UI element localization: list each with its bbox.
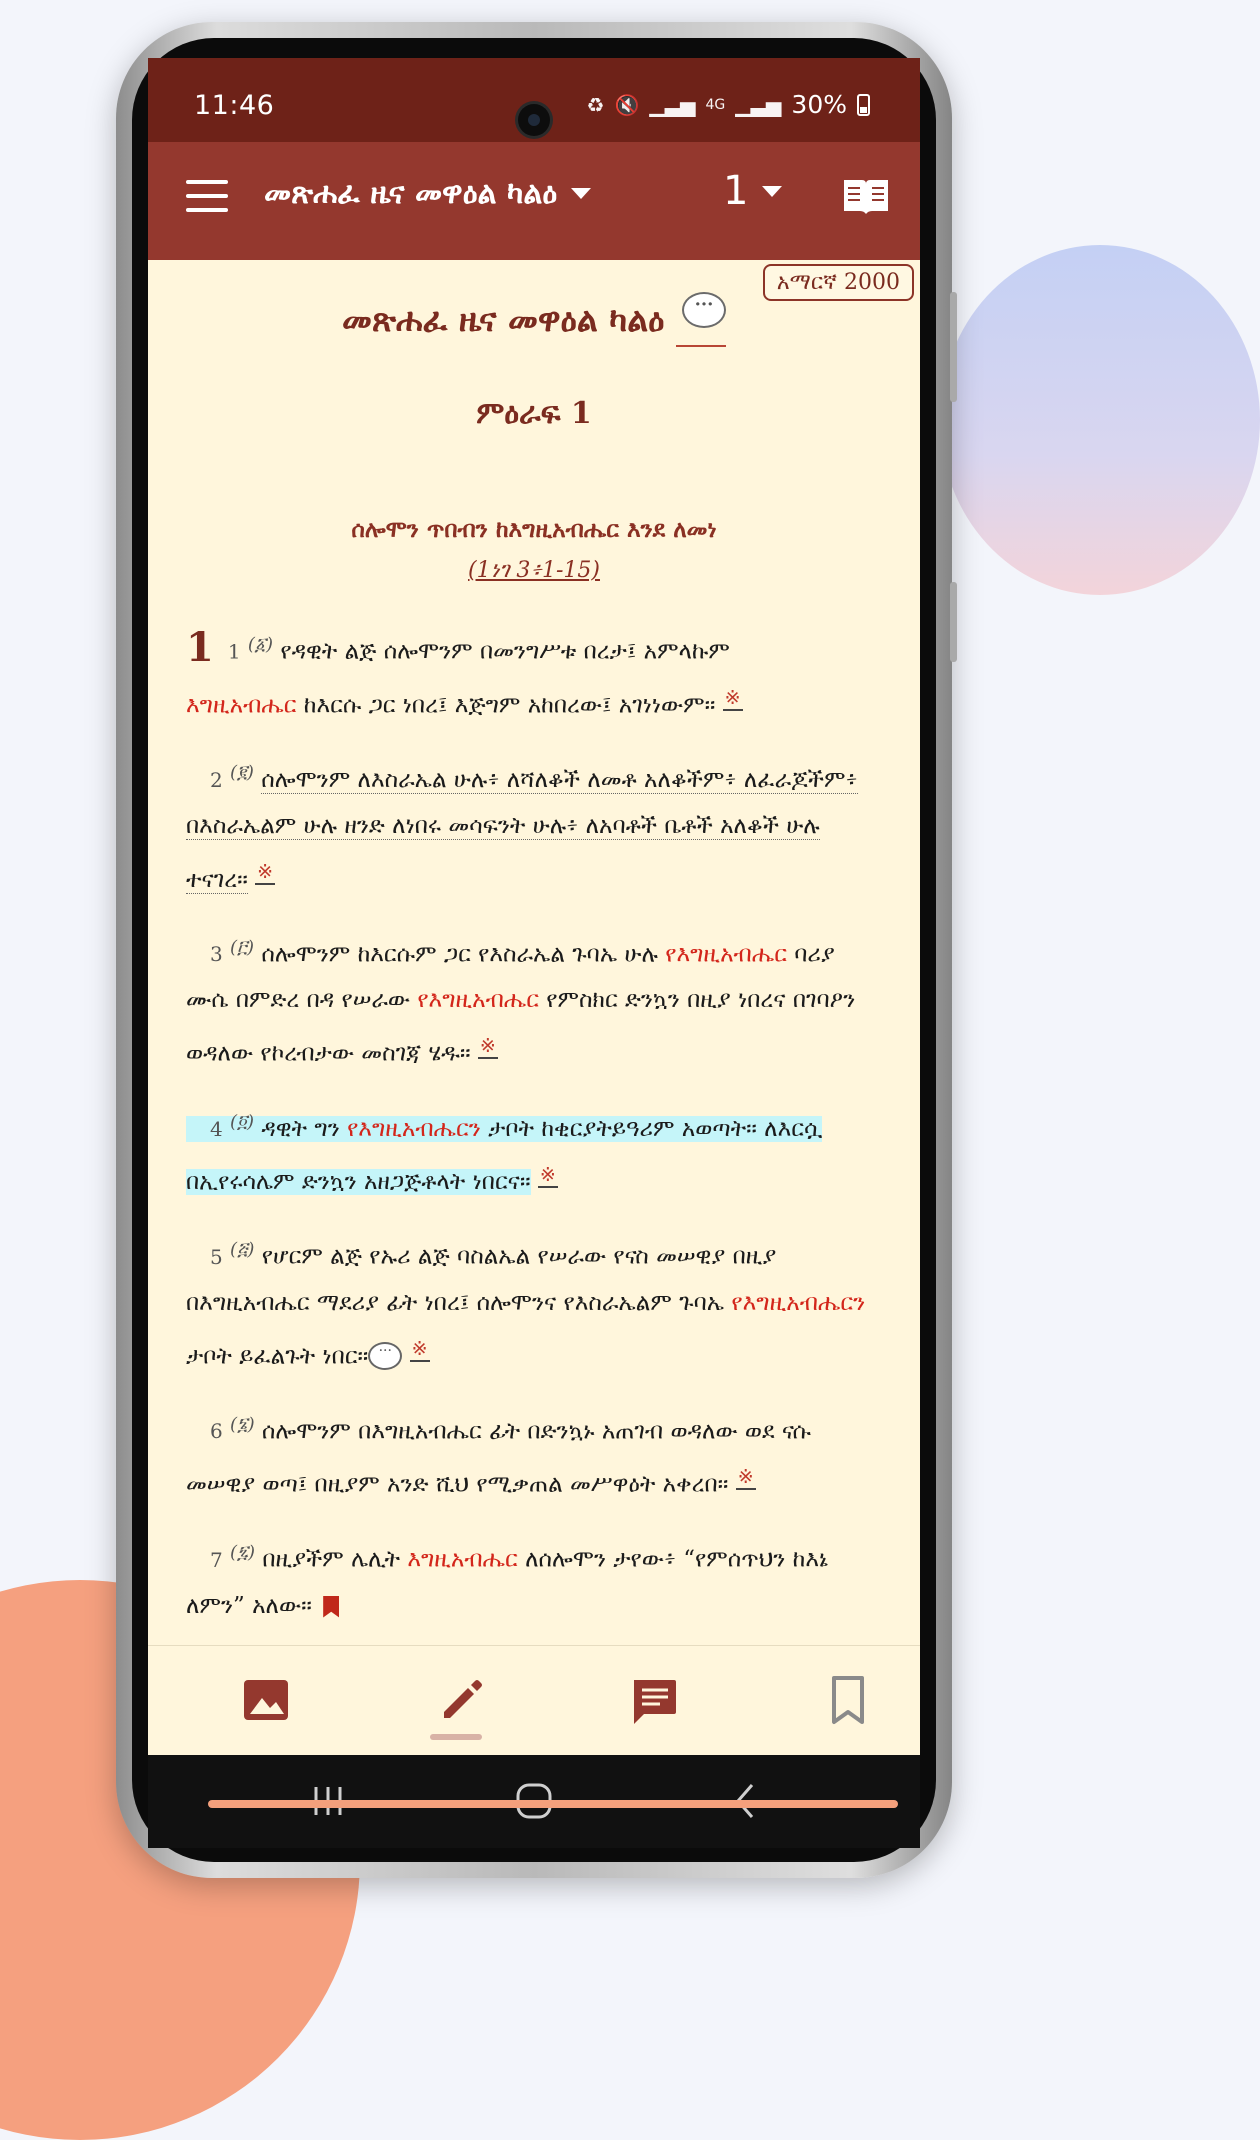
volume-button <box>950 292 957 402</box>
footnote-marker[interactable]: ※ <box>724 686 741 709</box>
battery-percent: 30% <box>791 90 847 119</box>
book-selector[interactable] <box>264 176 591 211</box>
status-bar <box>148 58 920 142</box>
verse-text: ዳዊት ግን <box>261 1115 348 1142</box>
verse-number: 2 <box>210 767 223 792</box>
bookmark-icon[interactable] <box>820 1672 876 1728</box>
verse-number: 1 <box>227 639 241 664</box>
edit-icon <box>434 1672 490 1728</box>
footnote-marker[interactable]: ※ <box>479 1035 496 1058</box>
status-time: 11:46 <box>194 90 275 121</box>
divine-name: የእግዚአብሔር <box>417 987 539 1014</box>
reading-pane[interactable] <box>148 260 920 1645</box>
recycle-icon: ♻ <box>586 92 605 117</box>
verse-3[interactable] <box>186 925 866 1077</box>
verse-text: ለሰሎሞን ታየው፥ “የምሰጥህን ከእኔ ለምን” አለው። <box>186 1546 829 1619</box>
phone-frame <box>116 22 952 1878</box>
signal-icon: ▁▃▅ <box>649 92 696 117</box>
footnote-marker[interactable]: ※ <box>411 1337 428 1360</box>
chevron-down-icon <box>762 186 782 197</box>
verse-geez-number: (፩) <box>247 634 274 655</box>
footnote-marker[interactable]: ※ <box>737 1466 754 1489</box>
open-book-icon[interactable] <box>842 176 890 216</box>
bottom-navigation <box>148 1645 920 1756</box>
verse-text: ሰሎሞንም ለእስራኤል ሁሉ፥ ለሻለቆች ለመቶ አለቆችም፥ ለፈራጆችም፥ በእስራኤልም ሁሉ ዘንድ ለነበሩ መሳፍንት ሁሉ፥ ለአባቶች ቤቶች አለቆች ሁሉ ተናገረ። <box>186 766 858 893</box>
comment-bubble-icon[interactable]: ··· <box>368 1342 402 1370</box>
verse-7[interactable] <box>186 1530 866 1629</box>
section-heading: ሰሎሞን ጥበብን ከእግዚአብሔር እንደ ለመነ <box>351 516 717 543</box>
verse-text: የሆርም ልጅ የኡሪ ልጅ ባስልኤል የሠራው የናስ መሠዊያ በዚያ በእግዚአብሔር ማደሪያ ፊት ነበረ፤ ሰሎሞንና የእስራኤልም ጉባኤ <box>186 1243 777 1316</box>
book-heading <box>148 294 920 340</box>
divine-name: የእግዚአብሔርን <box>731 1289 866 1316</box>
verse-4[interactable] <box>186 1099 866 1205</box>
background-blob-blue <box>940 245 1260 595</box>
app-bar <box>148 142 920 260</box>
menu-icon[interactable] <box>186 180 228 212</box>
footnote-marker[interactable]: ※ <box>257 860 274 883</box>
verse-number: 6 <box>210 1419 223 1444</box>
system-navigation-bar <box>148 1755 920 1848</box>
divine-name: የእግዚአብሔር <box>665 941 787 968</box>
book-selector-label: መጽሐፈ ዜና መዋዕል ካልዕ <box>264 176 558 211</box>
verse-text: በዚያችም ሌሊት <box>262 1546 408 1573</box>
verse-text: ታቦት ይፈልጉት ነበር። <box>186 1343 369 1370</box>
version-badge[interactable]: አማርኛ 2000 <box>763 264 914 301</box>
verse-geez-number: (፯) <box>230 1541 255 1563</box>
edit-tab[interactable] <box>434 1672 490 1728</box>
verse-geez-number: (፪) <box>230 762 254 784</box>
chevron-down-icon <box>571 188 591 199</box>
verse-text: ሰሎሞንም በእግዚአብሔር ፊት በድንኳኑ አጠገብ ወዳለው ወደ ናሱ መሠዊያ ወጣ፤ በዚያም አንድ ሺህ የሚቃጠል መሥዋዕት አቀረበ። <box>186 1418 811 1498</box>
verse-geez-number: (፫) <box>230 936 255 958</box>
verse-2[interactable] <box>186 750 866 902</box>
battery-icon <box>857 94 870 116</box>
verse-1[interactable] <box>186 622 866 728</box>
verse-text: ከእርሱ ጋር ነበረ፤ እጅግም አከበረው፤ አገነነውም። <box>296 692 716 719</box>
verse-geez-number: (፭) <box>230 1239 255 1261</box>
verse-number: 7 <box>210 1547 223 1572</box>
active-tab-indicator <box>430 1734 482 1740</box>
verse-text: ሰሎሞንም ከእርሱም ጋር የእስራኤል ጉባኤ ሁሉ <box>261 941 666 968</box>
verse-6[interactable] <box>186 1402 866 1508</box>
verse-number: 4 <box>210 1116 223 1141</box>
signal-icon-2: ▁▃▅ <box>735 92 782 117</box>
chapter-selector-label: 1 <box>723 168 749 214</box>
power-button <box>950 582 957 662</box>
mute-icon: 🔇 <box>614 92 640 117</box>
verse-text: የዳዊት ልጅ ሰሎሞንም በመንግሥቱ በረታ፤ አምላኩም <box>280 638 730 665</box>
bookmark-flag-icon[interactable] <box>323 1596 339 1618</box>
chapter-selector[interactable] <box>723 168 782 214</box>
bottom-accent-bar <box>208 1800 898 1808</box>
comment-icon[interactable] <box>626 1672 682 1728</box>
footnote-marker[interactable]: ※ <box>539 1163 556 1186</box>
comment-bubble-icon[interactable]: ··· <box>682 292 726 328</box>
network-4g-label: 4G <box>705 96 726 113</box>
chapter-number: 1 <box>186 624 214 671</box>
image-icon[interactable] <box>238 1672 294 1728</box>
divine-name: እግዚአብሔር <box>407 1546 518 1573</box>
front-camera <box>518 104 550 136</box>
phone-screen <box>148 58 920 1848</box>
verse-number: 3 <box>210 942 223 967</box>
verse-5[interactable] <box>186 1227 866 1379</box>
status-icons <box>587 90 871 119</box>
divine-name: እግዚአብሔር <box>186 692 297 719</box>
chapter-heading: ምዕራፍ 1 <box>476 396 592 431</box>
verse-geez-number: (፮) <box>230 1413 255 1435</box>
verse-text: ባሪያ ሙሴ በምድረ በዳ የሠራው <box>186 941 835 1014</box>
phone-bezel <box>132 38 936 1862</box>
verse-number: 5 <box>210 1244 223 1269</box>
book-heading-text: መጽሐፈ ዜና መዋዕል ካልዕ <box>341 300 665 339</box>
verse-geez-number: (፬) <box>230 1110 255 1132</box>
verse-text: ታቦት ከቂርያትይዓሪም አወጣት። ለእርሷ በኢየሩሳሌም ድንኳን አዘጋጅቶላት ነበርና። <box>186 1115 823 1196</box>
cross-reference-link[interactable]: (1ነገ 3፥1-15) <box>468 558 600 583</box>
verse-text: የምስክር ድንኳን በዚያ ነበረና በገባዖን ወዳለው የኮረብታው መስገጃ ሄዱ። <box>186 987 856 1067</box>
divine-name: የእግዚአብሔርን <box>347 1115 481 1142</box>
